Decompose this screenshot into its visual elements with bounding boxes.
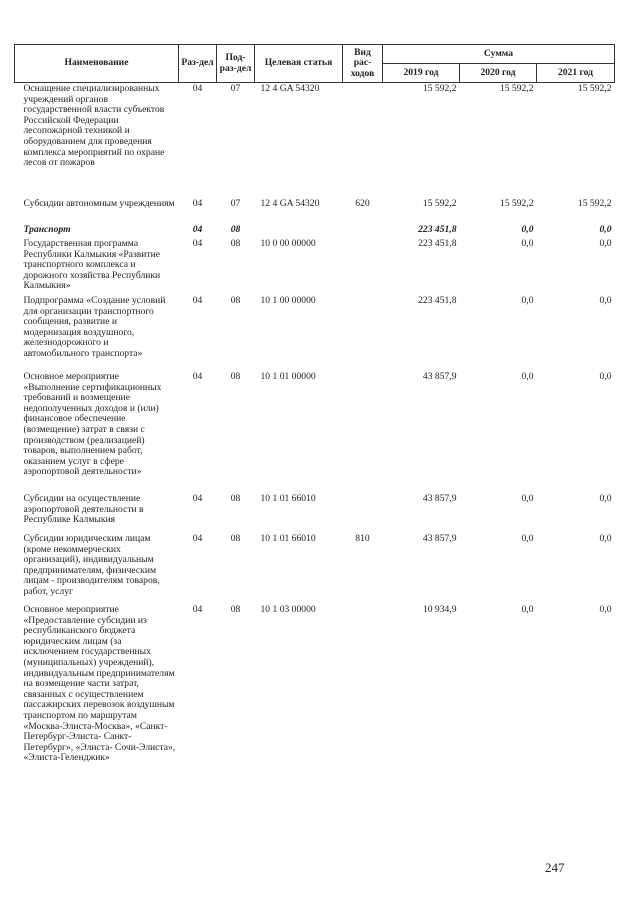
row-sum-2021: 0,0 — [599, 533, 612, 544]
row-expense-type — [343, 83, 383, 199]
row-section: 04 — [192, 295, 203, 306]
table-header — [15, 45, 615, 83]
row-section: 04 — [192, 533, 203, 544]
table-row — [15, 238, 615, 295]
row-subsection: 08 — [230, 224, 241, 235]
row-sum-2020: 0,0 — [521, 604, 534, 615]
header-year-2021: 2021 год — [537, 64, 615, 83]
row-sum-2020: 15 592,2 — [499, 83, 534, 94]
budget-table — [14, 44, 615, 816]
header-article: Целевая статья — [255, 45, 343, 83]
row-sum-2020: 0,0 — [521, 493, 534, 504]
row-name: Транспорт — [23, 224, 71, 235]
row-sum-2019: 223 451,8 — [418, 238, 457, 249]
row-name: Субсидии на осуществление аэропортовой деятельности в Республике Калмыкия — [23, 493, 144, 526]
row-sum-2021: 0,0 — [599, 493, 612, 504]
row-sum-2019: 10 934,9 — [422, 604, 457, 615]
row-article: 10 1 01 66010 — [260, 533, 316, 544]
row-subsection: 07 — [230, 198, 241, 209]
row-section: 04 — [192, 198, 203, 209]
row-sum-2021: 0,0 — [599, 238, 612, 249]
row-article — [255, 224, 343, 238]
row-article: 12 4 GA 54320 — [260, 198, 320, 209]
header-year-2019: 2019 год — [383, 64, 460, 83]
row-expense-type — [343, 224, 383, 238]
row-sum-2021: 0,0 — [599, 295, 612, 306]
row-sum-2019: 43 857,9 — [422, 493, 457, 504]
header-section: Раз-дел — [179, 45, 217, 83]
row-sum-2020: 15 592,2 — [499, 198, 534, 209]
row-expense-type: 810 — [355, 533, 370, 544]
table-row — [15, 493, 615, 533]
row-sum-2020: 0,0 — [521, 238, 534, 249]
row-section: 04 — [192, 493, 203, 504]
header-sum: Сумма — [383, 45, 615, 64]
row-sum-2020: 0,0 — [521, 295, 534, 306]
row-name: Субсидии юридическим лицам (кроме некоммерческих организаций), индивидуальным предпринимателям, физическим лицам - производителям товаров, работ, услуг — [23, 533, 160, 597]
table-row — [15, 533, 615, 604]
row-subsection: 08 — [230, 238, 241, 249]
table-row — [15, 198, 615, 224]
row-subsection: 08 — [230, 295, 241, 306]
page-number: 247 — [545, 860, 565, 875]
row-sum-2019: 43 857,9 — [422, 533, 457, 544]
row-article: 10 1 01 00000 — [260, 371, 316, 382]
row-expense-type — [343, 493, 383, 533]
table-row — [15, 83, 615, 199]
row-subsection: 08 — [230, 604, 241, 615]
row-section: 04 — [192, 238, 203, 249]
row-name: Государственная программа Республики Калмыкия «Развитие транспортного комплекса и дорожного хозяйства Республики Калмыкия» — [23, 238, 161, 292]
row-section: 04 — [192, 224, 203, 235]
row-subsection: 08 — [230, 493, 241, 504]
table-row — [15, 371, 615, 493]
row-sum-2020: 0,0 — [521, 533, 534, 544]
row-name: Основное мероприятие «Выполнение сертификационных требований и возмещение недополученных доходов и (или) финансовое обеспечение (возмещение) затрат в связи с производством (реализацией) товаров, выполнением работ, оказанием услуг в сфере аэропортовой деятельности» — [23, 371, 162, 478]
row-sum-2020: 0,0 — [521, 224, 534, 235]
row-sum-2021: 0,0 — [599, 224, 612, 235]
row-sum-2020: 0,0 — [521, 371, 534, 382]
row-sum-2019: 223 451,8 — [418, 295, 457, 306]
header-name: Наименование — [15, 45, 179, 83]
table-row — [15, 295, 615, 371]
row-name: Оснащение специализированных учреждений органов государственной власти субъектов Российской Федерации лесопожарной техникой и оборудованием для проведения комплекса мероприятий по охране лесов от пожаров — [23, 83, 165, 169]
row-article: 10 0 00 00000 — [260, 238, 316, 249]
row-name: Субсидии автономным учреждениям — [23, 198, 175, 209]
row-sum-2021: 15 592,2 — [577, 83, 612, 94]
row-expense-type — [343, 604, 383, 816]
row-expense-type — [343, 238, 383, 295]
row-subsection: 07 — [230, 83, 241, 94]
row-subsection: 08 — [230, 371, 241, 382]
row-sum-2019: 15 592,2 — [422, 198, 457, 209]
row-article: 12 4 GA 54320 — [260, 83, 320, 94]
row-section: 04 — [192, 604, 203, 615]
row-expense-type: 620 — [355, 198, 370, 209]
row-section: 04 — [192, 83, 203, 94]
row-expense-type — [343, 295, 383, 371]
header-expense-type: Вид рас-ходов — [343, 45, 383, 83]
row-sum-2021: 0,0 — [599, 371, 612, 382]
row-sum-2019: 223 451,8 — [418, 224, 457, 235]
row-name: Основное мероприятие «Предоставление субсидии из республиканского бюджета юридическим лицам (за исключением государственных (муниципальных) учреждений), индивидуальным предпринимателям на возмещение части затрат, связанных с осуществлением пассажирских перевозок воздушным транспортом по маршрутам «Москва-Элиста-Москва», «Санкт-Петербург-Элиста- Санкт-Петербург», «Элиста- Сочи-Элиста», «Элиста-Геленджик» — [23, 604, 176, 764]
header-subsection: Под-раз-дел — [217, 45, 255, 83]
table-row — [15, 224, 615, 238]
row-expense-type — [343, 371, 383, 493]
row-sum-2019: 15 592,2 — [422, 83, 457, 94]
row-article: 10 1 01 66010 — [260, 493, 316, 504]
row-article: 10 1 03 00000 — [260, 604, 316, 615]
row-sum-2019: 43 857,9 — [422, 371, 457, 382]
row-article: 10 1 00 00000 — [260, 295, 316, 306]
row-section: 04 — [192, 371, 203, 382]
row-subsection: 08 — [230, 533, 241, 544]
row-sum-2021: 0,0 — [599, 604, 612, 615]
table-row — [15, 604, 615, 816]
header-year-2020: 2020 год — [460, 64, 537, 83]
row-sum-2021: 15 592,2 — [577, 198, 612, 209]
table-body — [15, 83, 615, 817]
row-name: Подпрограмма «Создание условий для организации транспортного сообщения, развитие и модернизация воздушного, железнодорожного и автомобильного транспорта» — [23, 295, 166, 359]
